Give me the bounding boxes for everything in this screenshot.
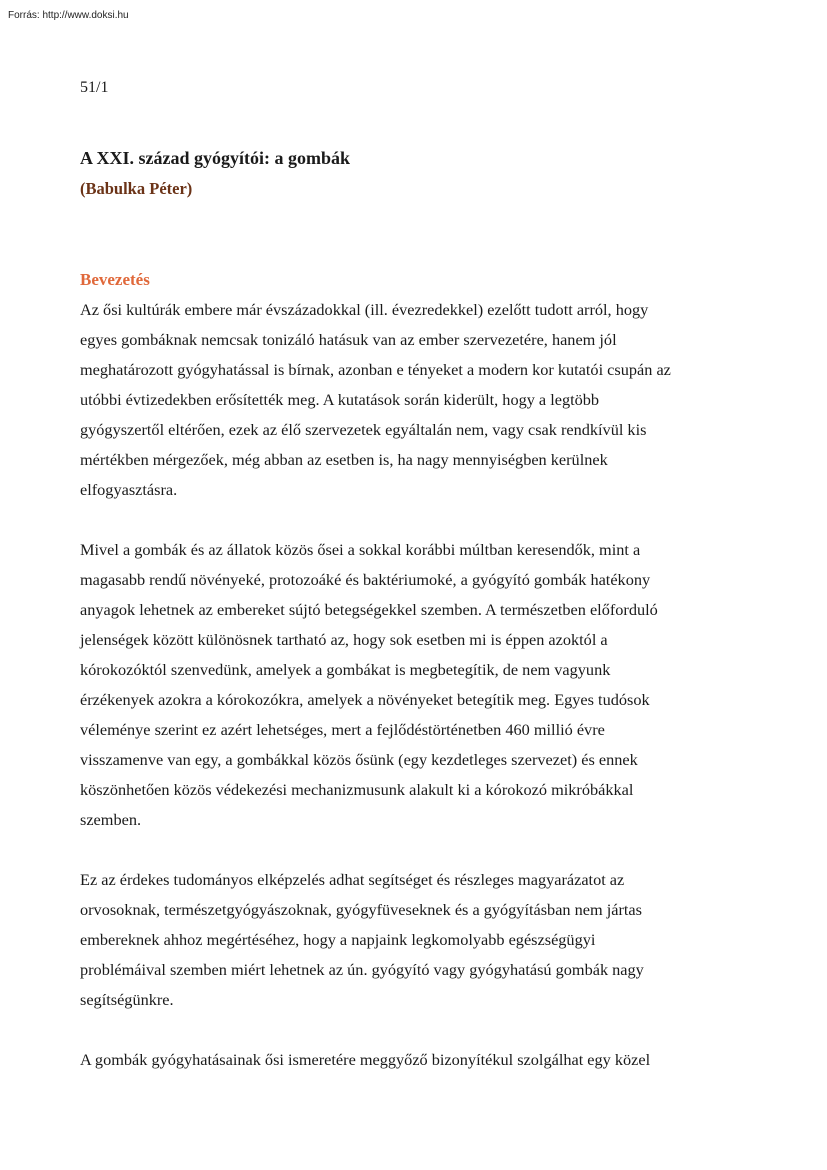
- paragraph-line: Mivel a gombák és az állatok közös ősei a sokkal korábbi múltban keresendők, mint a: [80, 540, 641, 559]
- paragraph: [80, 865, 745, 1015]
- paragraph-line: A gombák gyógyhatásainak ősi ismeretére meggyőző bizonyítékul szolgálhat egy közel: [80, 1050, 651, 1069]
- paragraph-line: Ez az érdekes tudományos elképzelés adhat segítséget és részleges magyarázatot az: [80, 870, 625, 889]
- paragraph-line: embereknek ahhoz megértéséhez, hogy a napjaink legkomolyabb egészségügyi: [80, 930, 596, 949]
- paragraph-line: köszönhetően közös védekezési mechanizmusunk alakult ki a kórokozó mikróbákkal: [80, 780, 634, 799]
- section-heading-introduction: Bevezetés: [80, 270, 150, 289]
- paragraph-line: anyagok lehetnek az embereket sújtó betegségekkel szemben. A természetben előforduló: [80, 600, 658, 619]
- source-url-header: Forrás: http://www.doksi.hu: [8, 10, 129, 21]
- paragraph-line: visszamenve van egy, a gombákkal közös ősünk (egy kezdetleges szervezet) és ennek: [80, 750, 638, 769]
- paragraph-line: elfogyasztásra.: [80, 480, 178, 499]
- paragraph-line: véleménye szerint ez azért lehetséges, mert a fejlődéstörténetben 460 millió évre: [80, 720, 605, 739]
- paragraph-line: szemben.: [80, 810, 142, 829]
- paragraph-line: orvosoknak, természetgyógyászoknak, gyógyfüveseknek és a gyógyításban nem jártas: [80, 900, 642, 919]
- paragraph-line: érzékenyek azokra a kórokozókra, amelyek a növényeket betegítik meg. Egyes tudósok: [80, 690, 650, 709]
- paragraph-line: gyógyszertől eltérően, ezek az élő szervezetek egyáltalán nem, vagy csak rendkívül kis: [80, 420, 647, 439]
- paragraph-line: egyes gombáknak nemcsak tonizáló hatásuk van az ember szervezetére, hanem jól: [80, 330, 617, 349]
- article-author: (Babulka Péter): [80, 179, 193, 198]
- paragraph-line: kórokozóktól szenvedünk, amelyek a gombákat is megbetegítik, de nem vagyunk: [80, 660, 611, 679]
- paragraph-line: meghatározott gyógyhatással is bírnak, azonban e tényeket a modern kor kutatói csupán az: [80, 360, 671, 379]
- paragraph: [80, 1045, 745, 1075]
- paragraph-line: jelenségek között különösnek tartható az, hogy sok esetben mi is éppen azoktól a: [80, 630, 608, 649]
- paragraph-line: Az ősi kultúrák embere már évszázadokkal (ill. évezredekkel) ezelőtt tudott arról, hogy: [80, 300, 649, 319]
- paragraph: [80, 295, 745, 505]
- article-title: A XXI. század gyógyítói: a gombák: [80, 148, 351, 168]
- paragraph-line: mértékben mérgezőek, még abban az esetben is, ha nagy mennyiségben kerülnek: [80, 450, 608, 469]
- page-number: 51/1: [80, 79, 109, 96]
- paragraph-line: utóbbi évtizedekben erősítették meg. A kutatások során kiderült, hogy a legtöbb: [80, 390, 600, 409]
- paragraph-line: segítségünkre.: [80, 990, 174, 1009]
- paragraph: [80, 535, 745, 835]
- paragraph-line: problémáival szemben miért lehetnek az ún. gyógyító vagy gyógyhatású gombák nagy: [80, 960, 644, 979]
- paragraph-line: magasabb rendű növényeké, protozoáké és baktériumoké, a gyógyító gombák hatékony: [80, 570, 651, 589]
